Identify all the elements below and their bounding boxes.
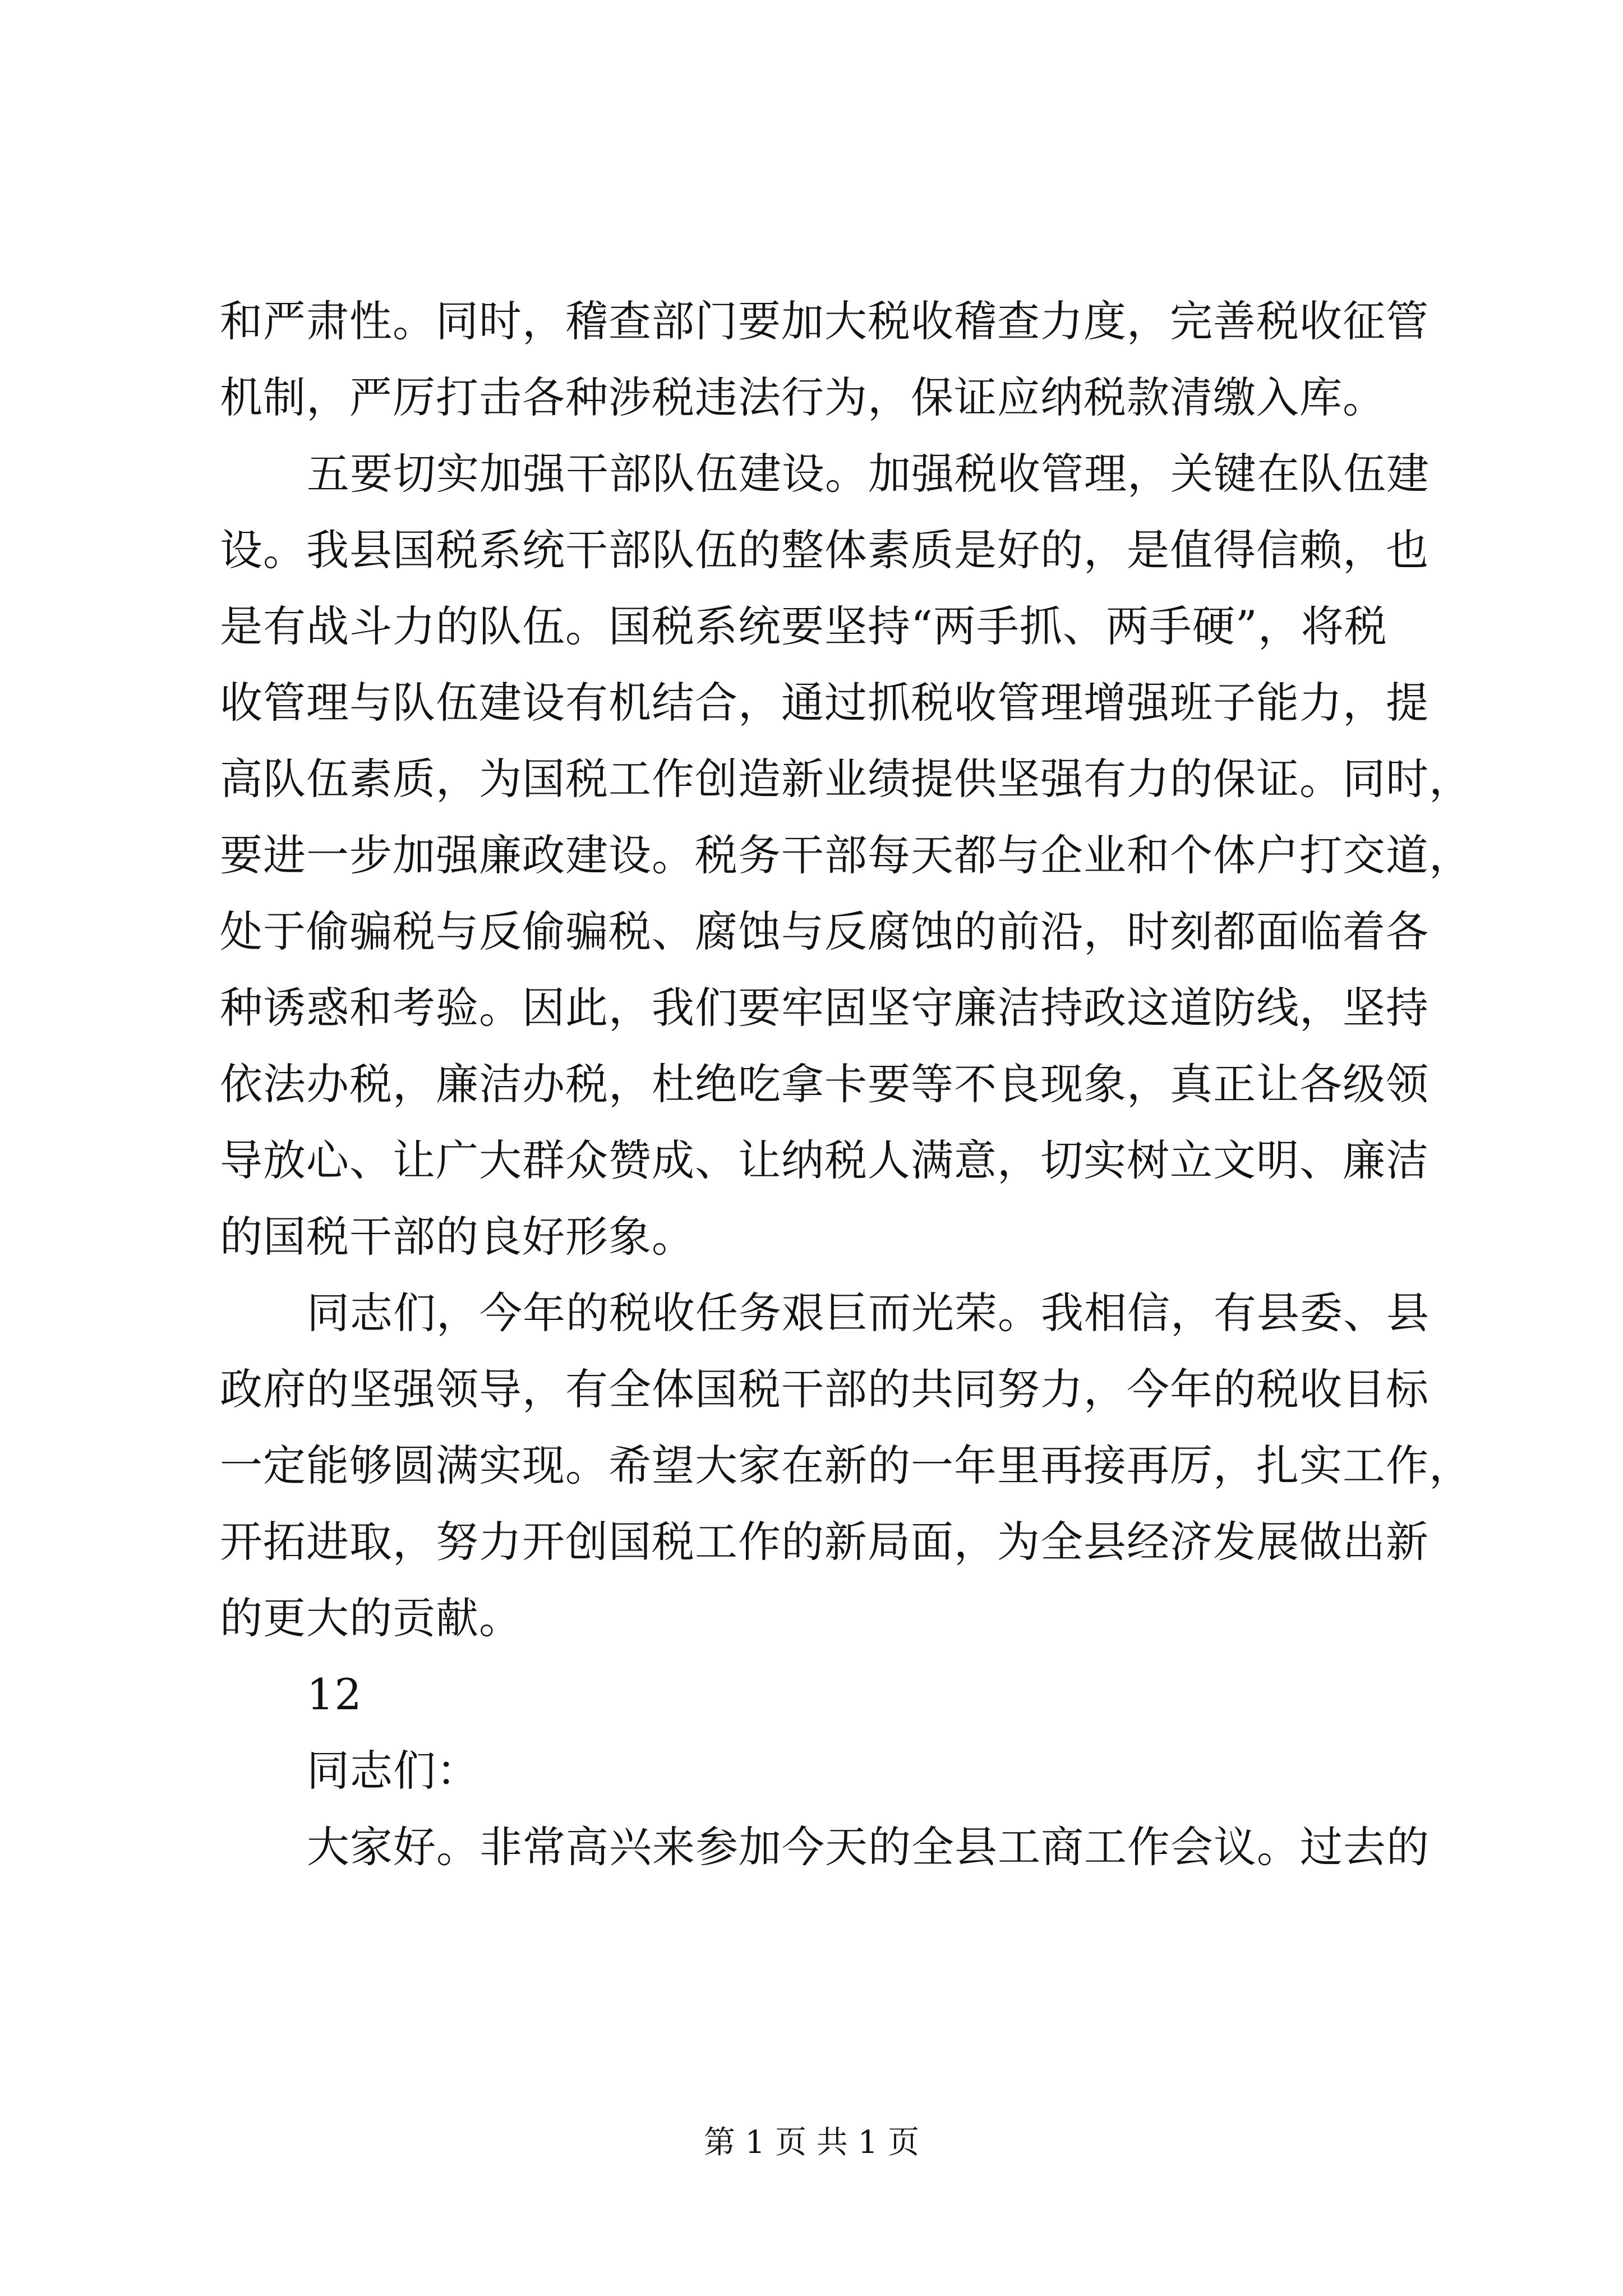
text-line: 依法办税，廉洁办税，杜绝吃拿卡要等不良现象，真正让各级领 [220, 1059, 1429, 1109]
text-line: 开拓进取，努力开创国税工作的新局面，为全县经济发展做出新 [220, 1517, 1429, 1567]
page-footer: 第 1 页 共 1 页 [703, 2124, 920, 2161]
text-line: 种诱惑和考验。因此，我们要牢固坚守廉洁持政这道防线，坚持 [220, 983, 1429, 1033]
text-line: 五要切实加强干部队伍建设。加强税收管理，关键在队伍建 [307, 449, 1430, 499]
body-text [220, 283, 1472, 1885]
text-line: 收管理与队伍建设有机结合，通过抓税收管理增强班子能力，提 [220, 678, 1429, 728]
text-line: 一定能够圆满实现。希望大家在新的一年里再接再厉，扎实工作， [220, 1441, 1472, 1490]
text-line: 处于偷骗税与反偷骗税、腐蚀与反腐蚀的前沿，时刻都面临着各 [220, 907, 1429, 956]
text-line: 导放心、让广大群众赞成、让纳税人满意，切实树立文明、廉洁 [220, 1135, 1429, 1185]
text-line: 的国税干部的良好形象。 [220, 1212, 695, 1262]
text-line: 是有战斗力的队伍。国税系统要坚持“两手抓、两手硬”，将税 [220, 601, 1387, 651]
text-line: 同志们，今年的税收任务艰巨而光荣。我相信，有县委、县 [307, 1288, 1430, 1338]
text-line: 高队伍素质，为国税工作创造新业绩提供坚强有力的保证。同时， [220, 754, 1472, 804]
page-number-marker: 12 [307, 1669, 362, 1719]
text-line: 和严肃性。同时，稽查部门要加大税收稽查力度，完善税收征管 [220, 296, 1429, 346]
text-line: 大家好。非常高兴来参加今天的全县工商工作会议。过去的 [307, 1822, 1430, 1872]
text-line: 机制，严厉打击各种涉税违法行为，保证应纳税款清缴入库。 [220, 372, 1386, 422]
text-line: 政府的坚强领导，有全体国税干部的共同努力，今年的税收目标 [220, 1364, 1429, 1414]
text-line: 设。我县国税系统干部队伍的整体素质是好的，是值得信赖，也 [220, 525, 1429, 575]
text-line: 要进一步加强廉政建设。税务干部每天都与企业和个体户打交道， [220, 830, 1472, 880]
salutation: 同志们： [307, 1746, 479, 1796]
text-line: 的更大的贡献。 [220, 1593, 522, 1643]
